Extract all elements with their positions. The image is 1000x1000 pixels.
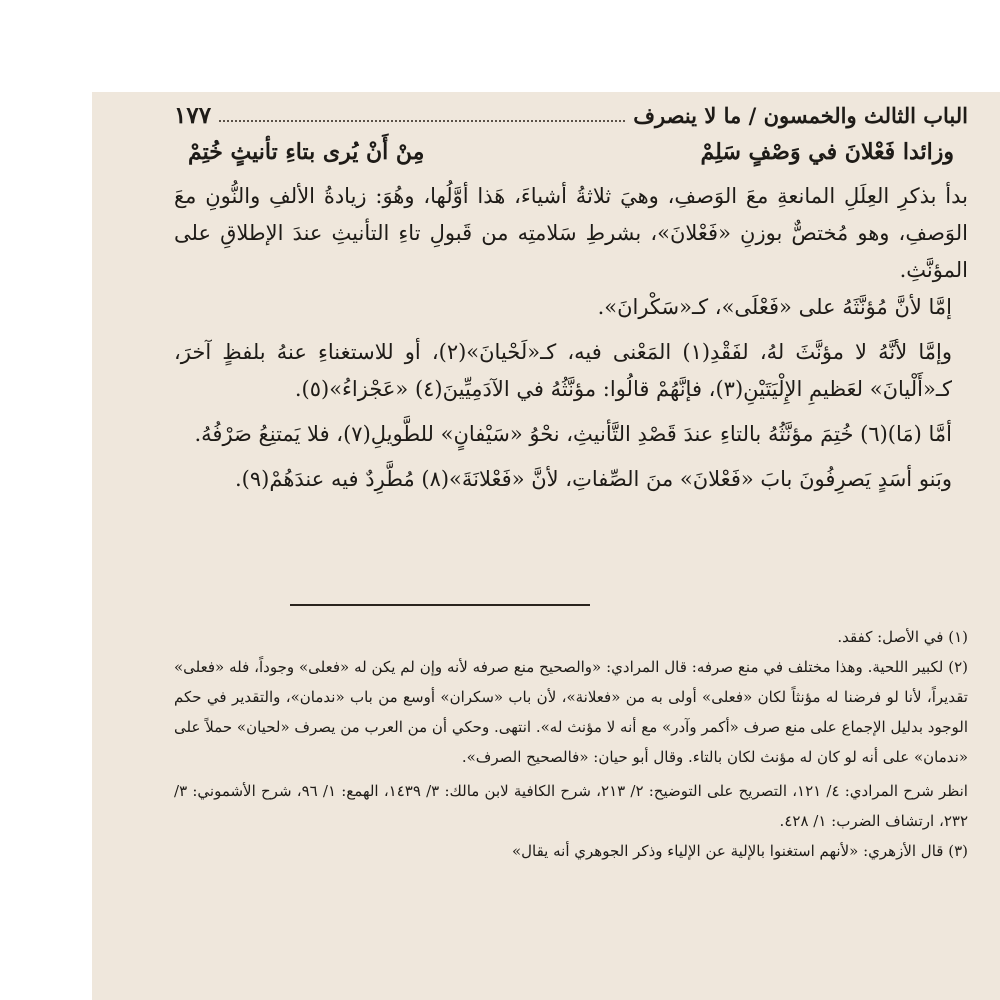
running-head — [174, 98, 968, 132]
dotted-leader — [219, 120, 625, 122]
verse-line — [174, 132, 968, 172]
paragraph-bani-asad: وبَنو أسَدٍ يَصرِفُونَ بابَ «فَعْلانَ» منَ الصِّفاتِ، لأنَّ «فَعْلانَةَ»(٨) مُطَّرِدٌ فيه عندَهُمْ(٩). — [235, 467, 952, 491]
footnote-separator — [290, 604, 590, 606]
verse-first-hemistich: وزائدا فَعْلانَ في وَصْفٍ سَلِمْ — [700, 139, 954, 165]
main-text — [174, 178, 968, 498]
page-number: ١٧٧ — [174, 101, 212, 129]
chapter-title: الباب الثالث والخمسون / ما لا ينصرف — [633, 102, 968, 128]
footnote-1: (١) في الأصل: كفقد. — [837, 628, 968, 646]
paragraph-intro: بدأ بذكرِ العِلَلِ المانعةِ معَ الوَصفِ، وهيَ ثلاثةُ أشياءَ، هَذا أوَّلُها، وهُوَ: زيادةُ الألفِ والنُّونِ معَ الوَصفِ، وهو مُختصٌّ بوزنِ «فَعْلانَ»، بشرطِ سَلامتِه من قَبولِ تاءِ التأنيثِ عندَ الإطلاقِ على المؤنَّثِ. — [174, 184, 968, 282]
paragraph-no-feminine: وإمَّا لأنَّهُ لا مؤنَّثَ لهُ، لفَقْدِ(١) المَعْنى فيه، كـ«لَحْيانَ»(٢)، أو للاستغناءِ عنهُ بلفظٍ آخرَ، كـ«أَلْيانَ» لعَظيمِ الإِلْيَتَيْنِ(٣)، فإنَّهُمْ قالُوا: مؤنَّثُهُ في الآدَمِيِّينَ(٤) «عَجْزاءُ»(٥). — [174, 340, 952, 401]
footnote-2: (٢) لكبير اللحية. وهذا مختلف في منع صرفه: قال المرادي: «والصحيح منع صرفه لأنه وإن لم يكن له «فعلى» وجوداً، فله «فعلى» تقديراً، لأنا لو فرضنا له مؤنثاً لكان «فعلى» أولى به من «فعلانة»، لأن باب «سكران» أوسع من باب «ندمان»، والتقدير في حكم الوجود بدليل الإجماع على منع صرف «أكمر وآدر» مع أنه لا مؤنث له». انتهى. وحكي أن من العرب من يصرف «لحيان» حملاً على «ندمان» على أنه لو كان له مؤنث لكان بالتاء. وقال أبو حيان: «فالصحيح الصرف». — [174, 658, 968, 766]
footnote-3-partial: (٣) قال الأزهري: «لأنهم استغنوا بالإلية عن الإلياء وذكر الجوهري أنه يقال» — [511, 842, 968, 860]
footnotes — [174, 622, 968, 860]
footnote-sources: انظر شرح المرادي: ٤/ ١٢١، التصريح على التوضيح: ٢/ ٢١٣، شرح الكافية لابن مالك: ٣/ ١٤٣٩، الهمع: ١/ ٩٦، شرح الأشموني: ٣/ ٢٣٢، ارتشاف الضرب: ١/ ٤٢٨. — [174, 782, 968, 830]
paragraph-fala: إمَّا لأنَّ مُؤنَّثَهُ على «فَعْلَى»، كـ«سَكْرانَ». — [597, 295, 952, 319]
book-page — [92, 92, 1000, 1000]
verse-second-hemistich: مِنْ أَنْ يُرى بتاءِ تأنيثٍ خُتِمْ — [188, 139, 425, 165]
paragraph-ta-feminine: أمَّا (مَا)(٦) خُتِمَ مؤنَّثُهُ بالتاءِ عندَ قَصْدِ التَّأنيثِ، نحْوُ «سَيْفانٍ» للطَّويلِ(٧)، فلا يَمتنِعُ صَرْفُهُ. — [194, 422, 952, 446]
